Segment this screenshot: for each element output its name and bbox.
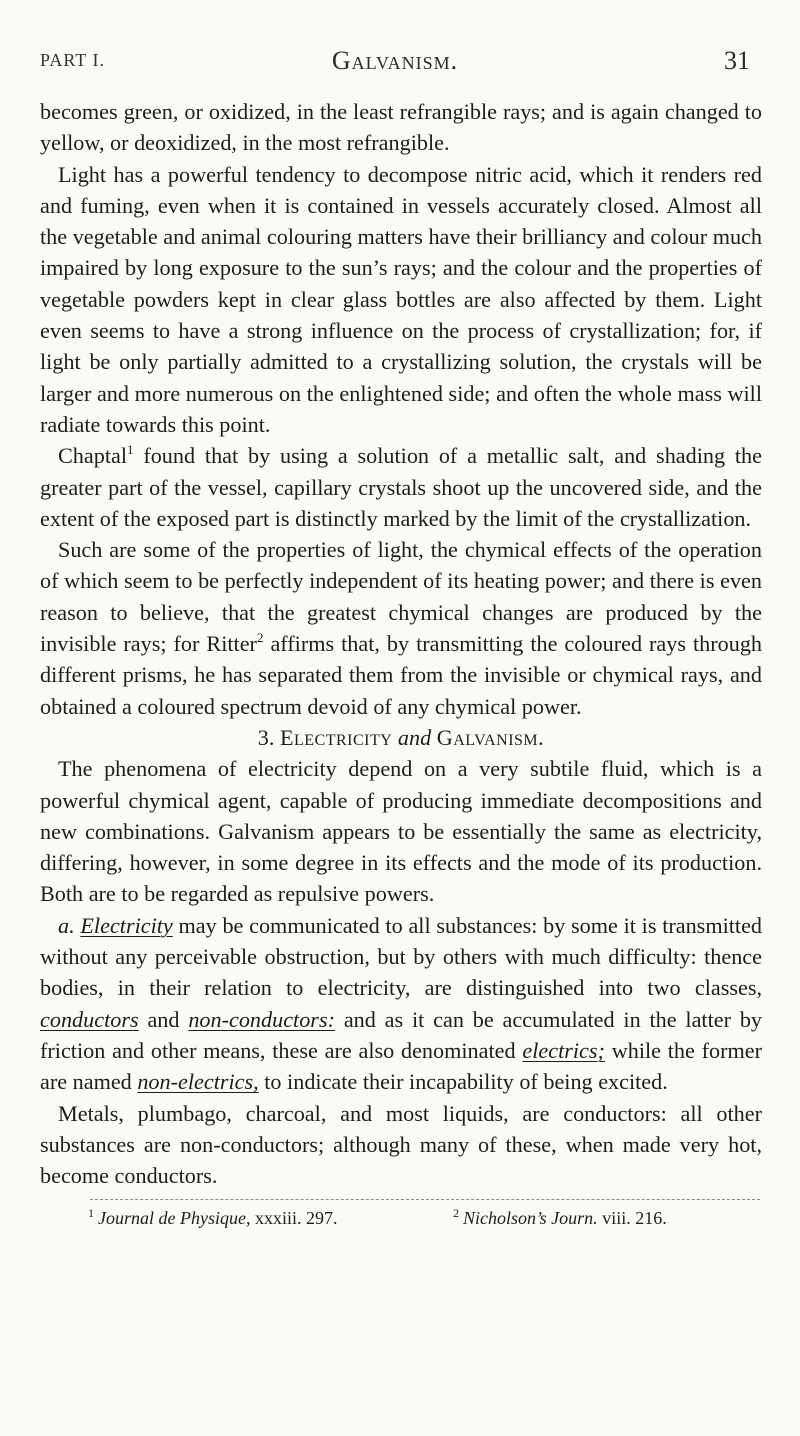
- properties-text-b: affirms that, by transmitting the coloured rays through different prisms, he has separated them from the invisible or chymical rays, and obtained a coloured spectrum devoid of any chymical power.: [40, 631, 763, 719]
- footnote-2-number: 2: [453, 1206, 459, 1220]
- paragraph-metals: Metals, plumbago, charcoal, and most liquids, are conductors: all other substances are non-conductors; although many of these, when made very hot, become conductors.: [40, 1100, 762, 1189]
- electricity-text-a: may be communicated to all substances: by some it is transmitted without any perceivable obstruction, but by others with much difficulty: thence bodies, in their relation to electricity, are distinguished into two classes,: [40, 912, 763, 1001]
- and-word: and: [147, 1006, 180, 1032]
- properties-text-a: Such are some of the properties of light, the chymical effects of the operation of which seem to be perfectly independent of its heating power; and there is even reason to believe, that the greatest chymical changes are produced by the invisible rays; for Ritter: [40, 537, 762, 657]
- footnote-divider: [90, 1199, 760, 1200]
- term-conductors: conductors: [40, 1006, 139, 1032]
- chaptal-text: found that by using a solution of a metallic salt, and shading the greater part of the vessel, capillary crystals shoot up the uncovered side, and the extent of the exposed part is distinctly marked by the limit of the crystallization.: [40, 443, 762, 531]
- paragraph-electricity: [40, 910, 762, 1098]
- paragraph-light: Light has a powerful tendency to decompose nitric acid, which it renders red and fuming, even when it is contained in vessels accurately closed. Almost all the vegetable and animal colouring matters have their brilliancy and colour much impaired by long exposure to the sun’s rays; and the colour and the properties of vegetable powders kept in clear glass bottles are also affected by them. Light even seems to have a strong influence on the process of crystallization; for, if light be only partially admitted to a crystallizing solution, the crystals will be larger and more numerous on the enlightened side; and often the whole mass will radiate towards this point.: [40, 161, 762, 437]
- paragraph-phenomena: The phenomena of electricity depend on a very subtile fluid, which is a powerful chymical agent, capable of producing immediate decompositions and new combinations. Galvanism appears to be essentially the same as electricity, differing, however, in some degree in its effects and the mode of its production. Both are to be regarded as repulsive powers.: [40, 756, 762, 907]
- running-header: [40, 46, 750, 80]
- electricity-text-b: and as it can be accumulated in the latter by friction and other means, these are also denominated: [40, 1006, 763, 1063]
- footnote-ref-2: 2: [256, 630, 264, 646]
- term-electrics: electrics;: [522, 1037, 605, 1063]
- paragraph-continued: becomes green, or oxidized, in the least refrangible rays; and is again changed to yellow, or deoxidized, in the most refrangible.: [40, 99, 762, 156]
- section-and: and: [397, 724, 432, 750]
- footnote-2-ref: viii. 216.: [602, 1208, 667, 1228]
- part-label: PART I.: [40, 50, 105, 70]
- item-label: a.: [58, 912, 75, 938]
- footnote-1-title: Journal de Physique,: [98, 1208, 251, 1228]
- term-non-electrics: non-electrics,: [137, 1069, 259, 1095]
- section-title-a: Electricity: [279, 724, 393, 750]
- term-electricity: Electricity: [80, 912, 173, 938]
- footnote-1-number: 1: [88, 1206, 94, 1220]
- section-number: 3.: [257, 724, 275, 750]
- running-title: Galvanism.: [331, 46, 459, 75]
- footnote-2-title: Nicholson’s Journ.: [463, 1208, 598, 1228]
- electricity-text-d: to indicate their incapability of being excited.: [264, 1069, 668, 1095]
- page-number: 31: [724, 46, 750, 75]
- electricity-text-c: while the former are named: [40, 1037, 763, 1095]
- section-title-b: Galvanism.: [436, 724, 545, 750]
- paragraph-chaptal: [40, 440, 762, 534]
- paragraph-properties: [40, 534, 762, 722]
- footnote-ref-1: 1: [127, 442, 134, 458]
- footnote-2: [453, 1207, 667, 1229]
- section-heading: [40, 722, 762, 753]
- footnote-1: [88, 1207, 337, 1229]
- body-text: [40, 96, 762, 1191]
- footnote-1-ref: xxxiii. 297.: [254, 1208, 338, 1228]
- term-non-conductors: non-conductors:: [188, 1006, 335, 1032]
- chaptal-name: Chaptal: [58, 443, 128, 469]
